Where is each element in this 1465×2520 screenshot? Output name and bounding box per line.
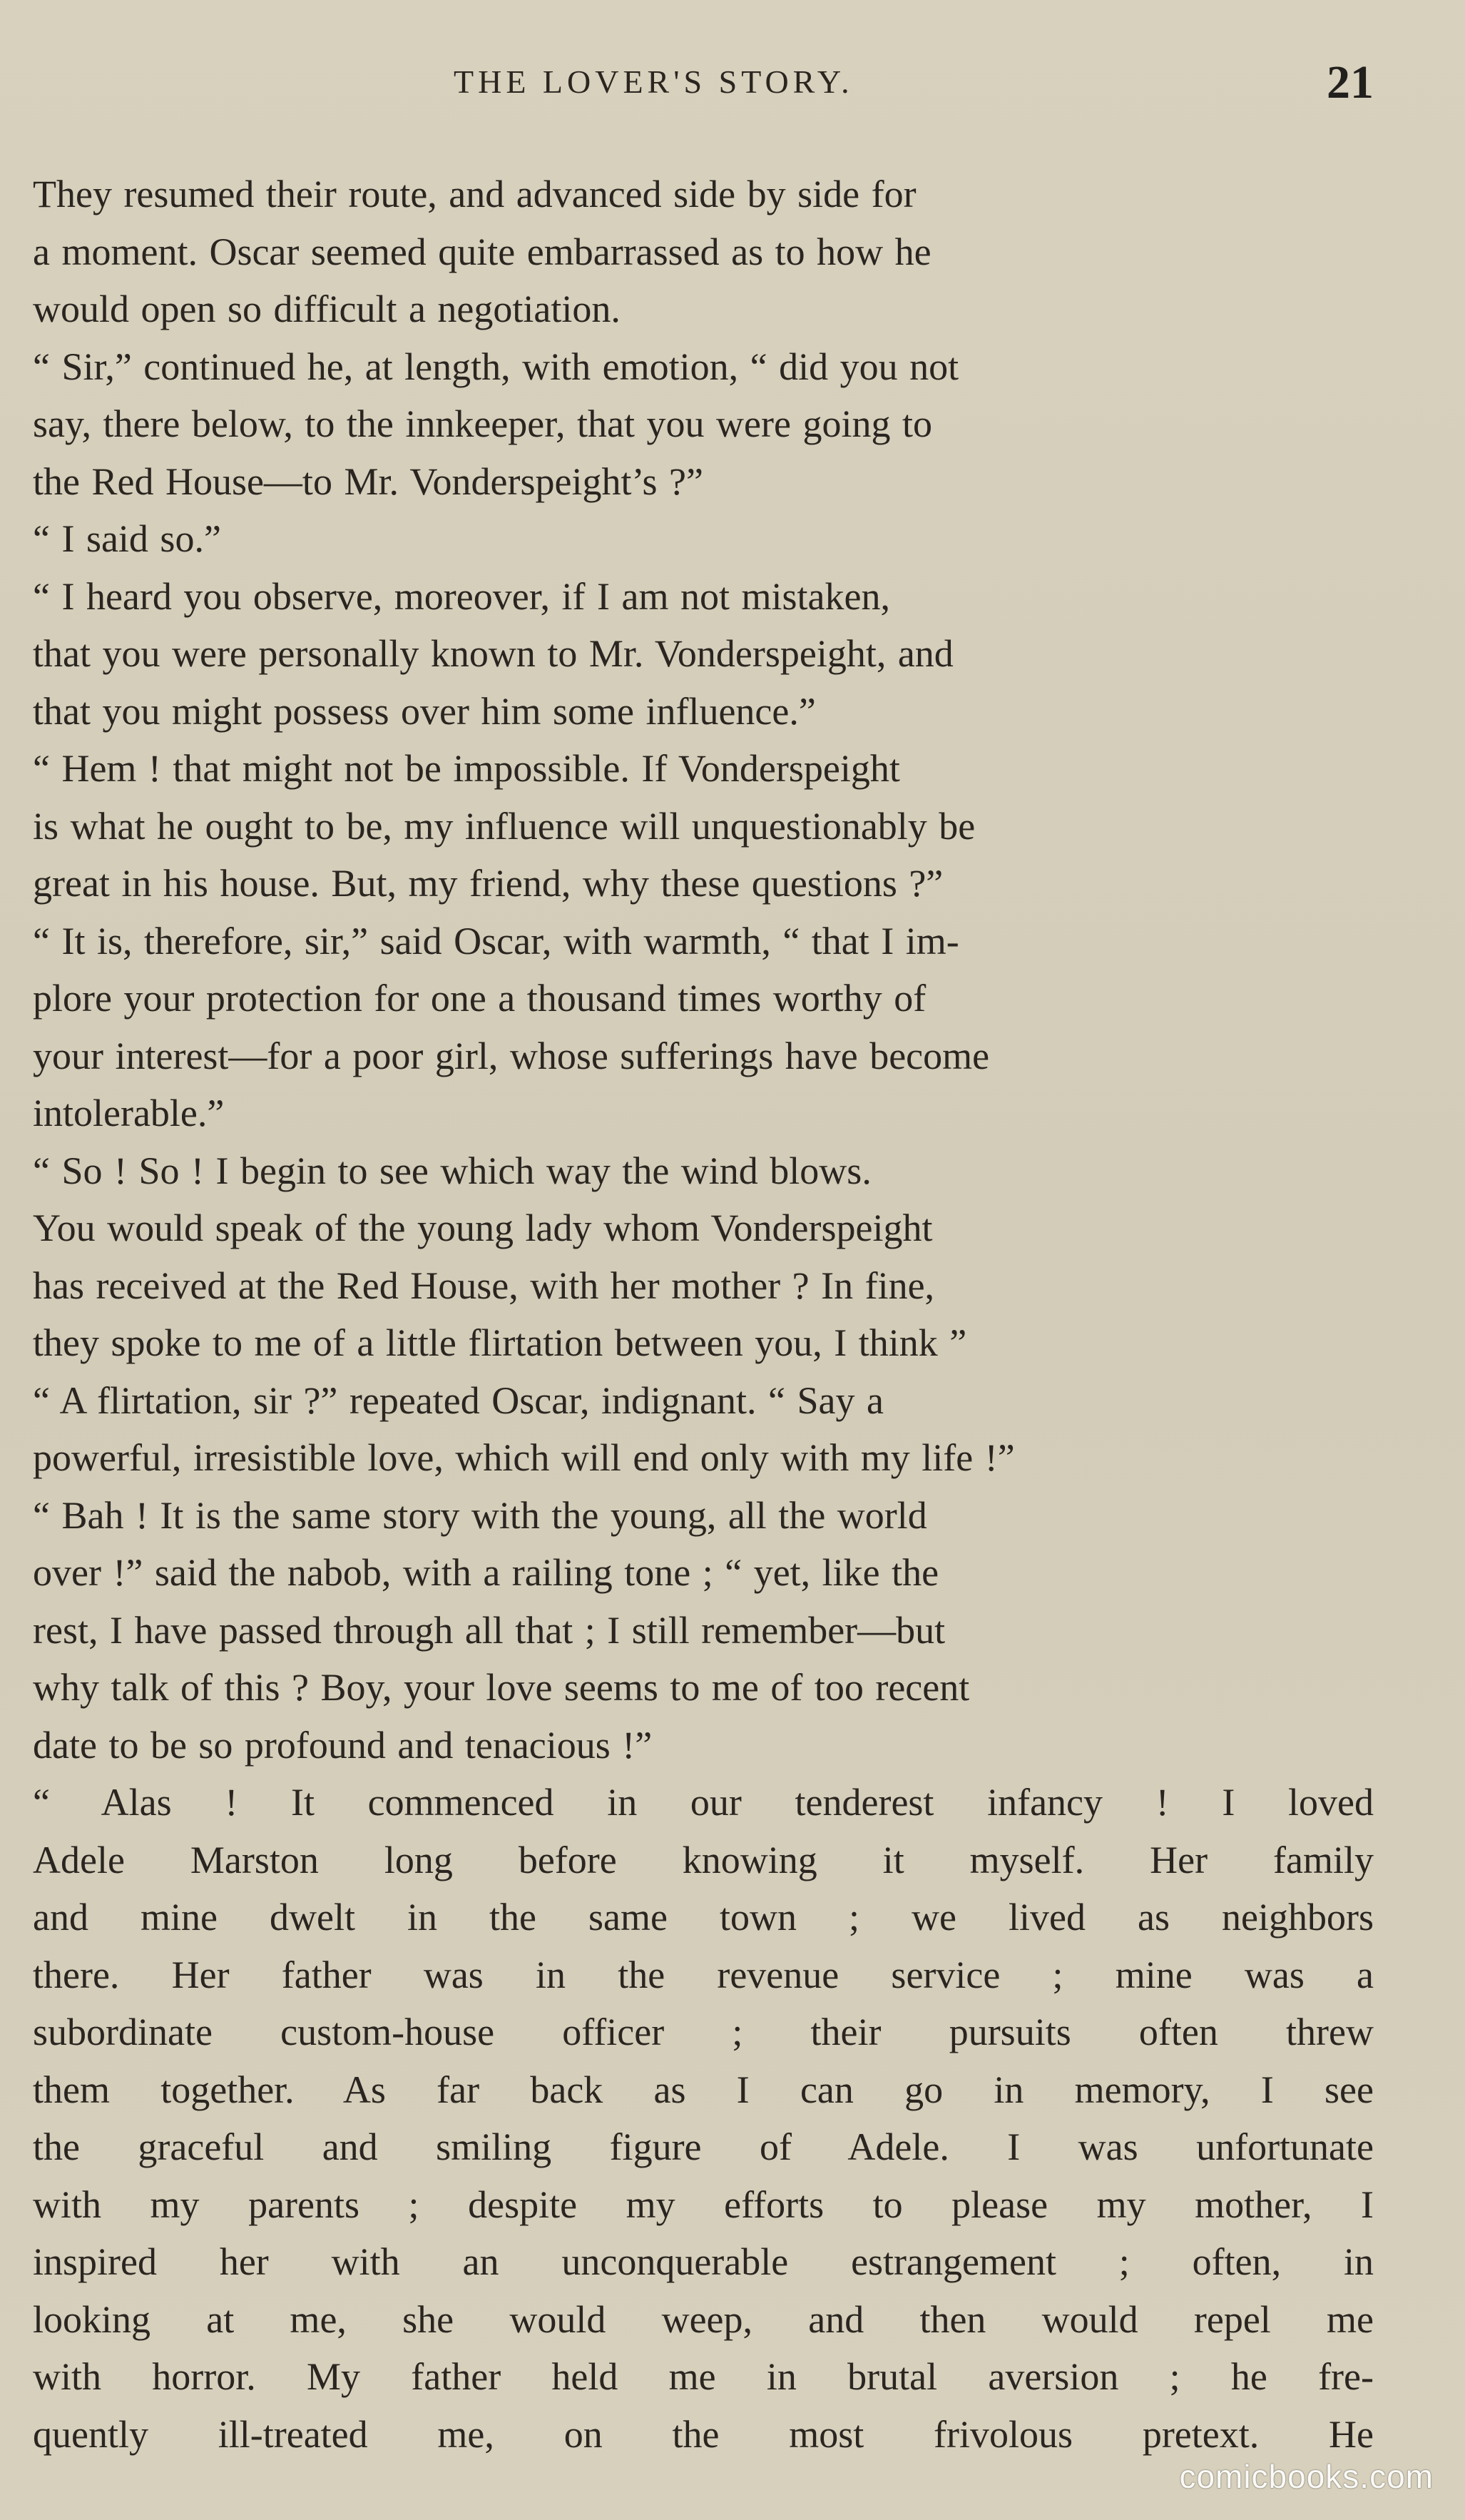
paragraph: “ Hem ! that might not be impossible. If Vonderspeight is what he ought to be, my influence will unquestionably be great in his house. But, my friend, why these questions ?” <box>33 747 976 905</box>
body-text <box>33 166 1374 2463</box>
watermark-logo: comicbooks.com <box>1179 2458 1434 2495</box>
paragraph: “ Bah ! It is the same story with the young, all the world over !” said the nabob, with a railing tone ; “ yet, like the rest, I have passed through all that ; I still remember—but why talk of this ? Boy, your love seems to me of too recent date to be so profound and tenacious !” <box>33 1493 970 1767</box>
paragraph: “ It is, therefore, sir,” said Oscar, with warmth, “ that I im- plore your protection for one a thousand times worthy of your interest—for a poor girl, whose sufferings have become intolerable.” <box>33 919 990 1134</box>
paragraph: They resumed their route, and advanced side by side for a moment. Oscar seemed quite embarrassed as to how he would open so difficult a negotiation. <box>33 173 931 330</box>
page-header <box>0 56 1465 113</box>
paragraph: “ So ! So ! I begin to see which way the wind blows. You would speak of the young lady whom Vonderspeight has received at the Red House, with her mother ? In fine, they spoke to me of a little flirtation between you, I think ” <box>33 1149 967 1364</box>
paragraph: “ A flirtation, sir ?” repeated Oscar, indignant. “ Say a powerful, irresistible love, which will end only with my life !” <box>33 1378 1015 1479</box>
paragraph: “ I heard you observe, moreover, if I am not mistaken, that you were personally known to Mr. Vonderspeight, and that you might possess over him some influence.” <box>33 574 954 733</box>
paragraph: “ Alas ! It commenced in our tenderest infancy ! I loved Adele Marston long before knowing it myself. Her family and mine dwelt in the same town ; we lived as neighbors there. Her father was in the revenue service ; mine was a subordinate custom-house officer ; their pursuits often threw them together. As far back as I can go in memory, I see the graceful and smiling figure of Adele. I was unfortunate with my parents ; despite my efforts to please my mother, I inspired her with an unconquerable estrangement ; often, in looking at me, she would weep, and then would repel me with horror. My father held me in brutal aversion ; he fre- quently ill-treated me, on the most frivolous pretext. He <box>33 1781 1374 2456</box>
paragraph: “ Sir,” continued he, at length, with emotion, “ did you not say, there below, to the innkeeper, that you were going to the Red House—to Mr. Vonderspeight’s ?” <box>33 345 959 503</box>
running-head: THE LOVER'S STORY. <box>454 63 854 100</box>
page-number: 21 <box>1327 56 1374 108</box>
paragraph: “ I said so.” <box>33 517 221 560</box>
